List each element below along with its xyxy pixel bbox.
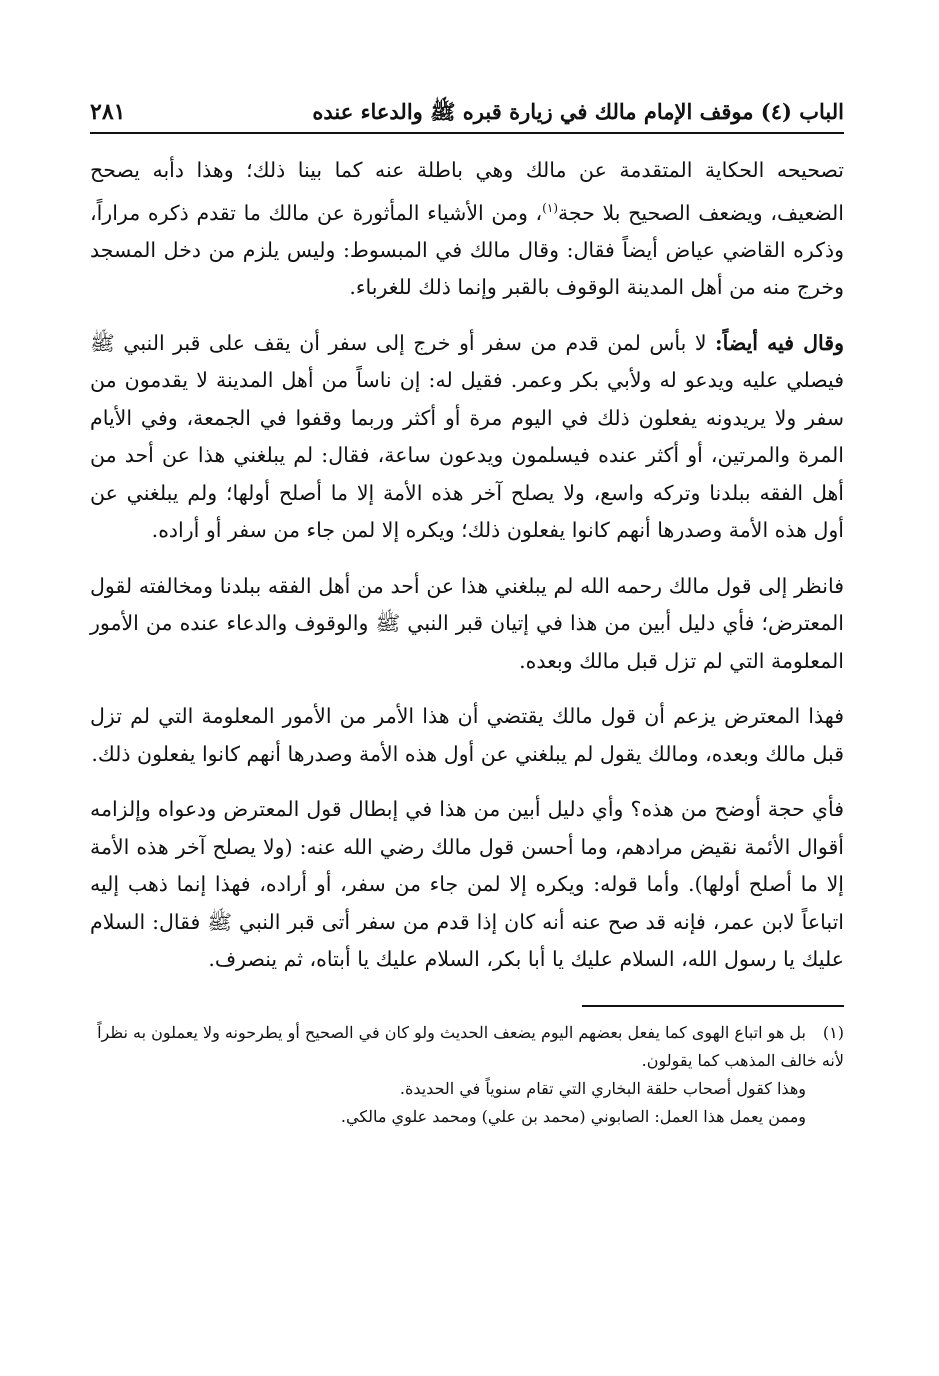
footnote-line	[90, 1075, 844, 1103]
paragraph-text: فانظر إلى قول مالك رحمه الله لم يبلغني هذا عن أحد من أهل الفقه ببلدنا ومخالفته لقول المعترض؛ فأي دليل أبين من هذا في إتيان قبر النبي ﷺ والوقوف والدعاء عنده من الأمور المعلومة التي لم تزل قبل مالك وبعده.	[90, 573, 844, 673]
paragraph-text: لا بأس لمن قدم من سفر أو خرج إلى سفر أن يقف على قبر النبي ﷺ فيصلي عليه ويدعو له ولأبي بكر وعمر. فقيل له: إن ناساً من أهل المدينة لا يقدمون من سفر ولا يريدونه يفعلون ذلك في اليوم مرة أو أكثر وربما وقفوا في الجمعة، وفي الأيام المرة والمرتين، أو أكثر عنده فيسلمون ويدعون ساعة، فقال: لم يبلغني هذا عن أحد من أهل الفقه ببلدنا وتركه واسع، ولا يصلح آخر هذه الأمة إلا ما أصلح أولها؛ ولم يبلغني عن أول هذه الأمة وصدرها أنهم كانوا يفعلون ذلك؛ ويكره إلا لمن جاء من سفر أو أراده.	[90, 330, 844, 543]
paragraph-4	[90, 698, 844, 773]
paragraph-text: تصحيحه الحكاية المتقدمة عن مالك وهي باطلة عنه كما بينا ذلك؛ وهذا دأبه يصحح الضعيف، ويضعف الصحيح بلا حجة	[90, 158, 844, 225]
paragraph-2	[90, 325, 844, 550]
paragraph-3	[90, 568, 844, 681]
running-header	[90, 90, 844, 134]
paragraph-lead: وقال فيه أيضاً:	[715, 330, 845, 355]
paragraph-5	[90, 791, 844, 979]
paragraph-1	[90, 152, 844, 307]
paragraph-text: فهذا المعترض يزعم أن قول مالك يقتضي أن هذا الأمر من الأمور المعلومة التي لم تزل قبل مالك وبعده، ومالك يقول لم يبلغني عن أول هذه الأمة وصدرها أنهم كانوا يفعلون ذلك.	[90, 704, 844, 766]
footnote-number: (١)	[822, 1022, 844, 1042]
footnote-divider	[582, 1005, 844, 1007]
footnotes	[90, 1019, 844, 1131]
footnote-text: وممن يعمل هذا العمل: الصابوني (محمد بن علي) ومحمد علوي مالكي.	[340, 1106, 806, 1126]
chapter-title: الباب (٤) موقف الإمام مالك في زيارة قبره ﷺ والدعاء عنده	[312, 99, 844, 124]
book-page	[90, 90, 844, 1320]
paragraph-text: فأي حجة أوضح من هذه؟ وأي دليل أبين من هذا في إبطال قول المعترض ودعواه وإلزامه أقوال الأئمة نقيض مرادهم، وما أحسن قول مالك رضي الله عنه: (ولا يصلح آخر هذه الأمة إلا ما أصلح أولها). وأما قوله: ويكره إلا لمن جاء من سفر، أو أراده، فهذا إنما ذهب إليه اتباعاً لابن عمر، فإنه قد صح عنه أنه كان إذا قدم من سفر أتى قبر النبي ﷺ فقال: السلام عليك يا رسول الله، السلام عليك يا أبا بكر، السلام عليك يا أبتاه، ثم ينصرف.	[90, 797, 844, 972]
footnote-line	[90, 1019, 844, 1075]
footnote-text: وهذا كقول أصحاب حلقة البخاري التي تقام سنوياً في الحديدة.	[399, 1078, 806, 1098]
main-text	[90, 152, 844, 979]
page-number: ٢٨١	[90, 99, 126, 125]
footnote-line	[90, 1103, 844, 1131]
footnote-reference[interactable]: (١)	[542, 200, 558, 215]
paragraph-text-continued: ، ومن الأشياء المأثورة عن مالك ما تقدم ذكره مراراً، وذكره القاضي عياض أيضاً فقال: وقال مالك في المبسوط: وليس يلزم من دخل المسجد وخرج منه من أهل المدينة الوقوف بالقبر وإنما ذلك للغرباء.	[90, 200, 844, 300]
footnote-text: بل هو اتباع الهوى كما يفعل بعضهم اليوم يضعف الحديث ولو كان في الصحيح أو يطرحونه ولا يعملون به نظراً لأنه خالف المذهب كما يقولون.	[97, 1022, 844, 1070]
